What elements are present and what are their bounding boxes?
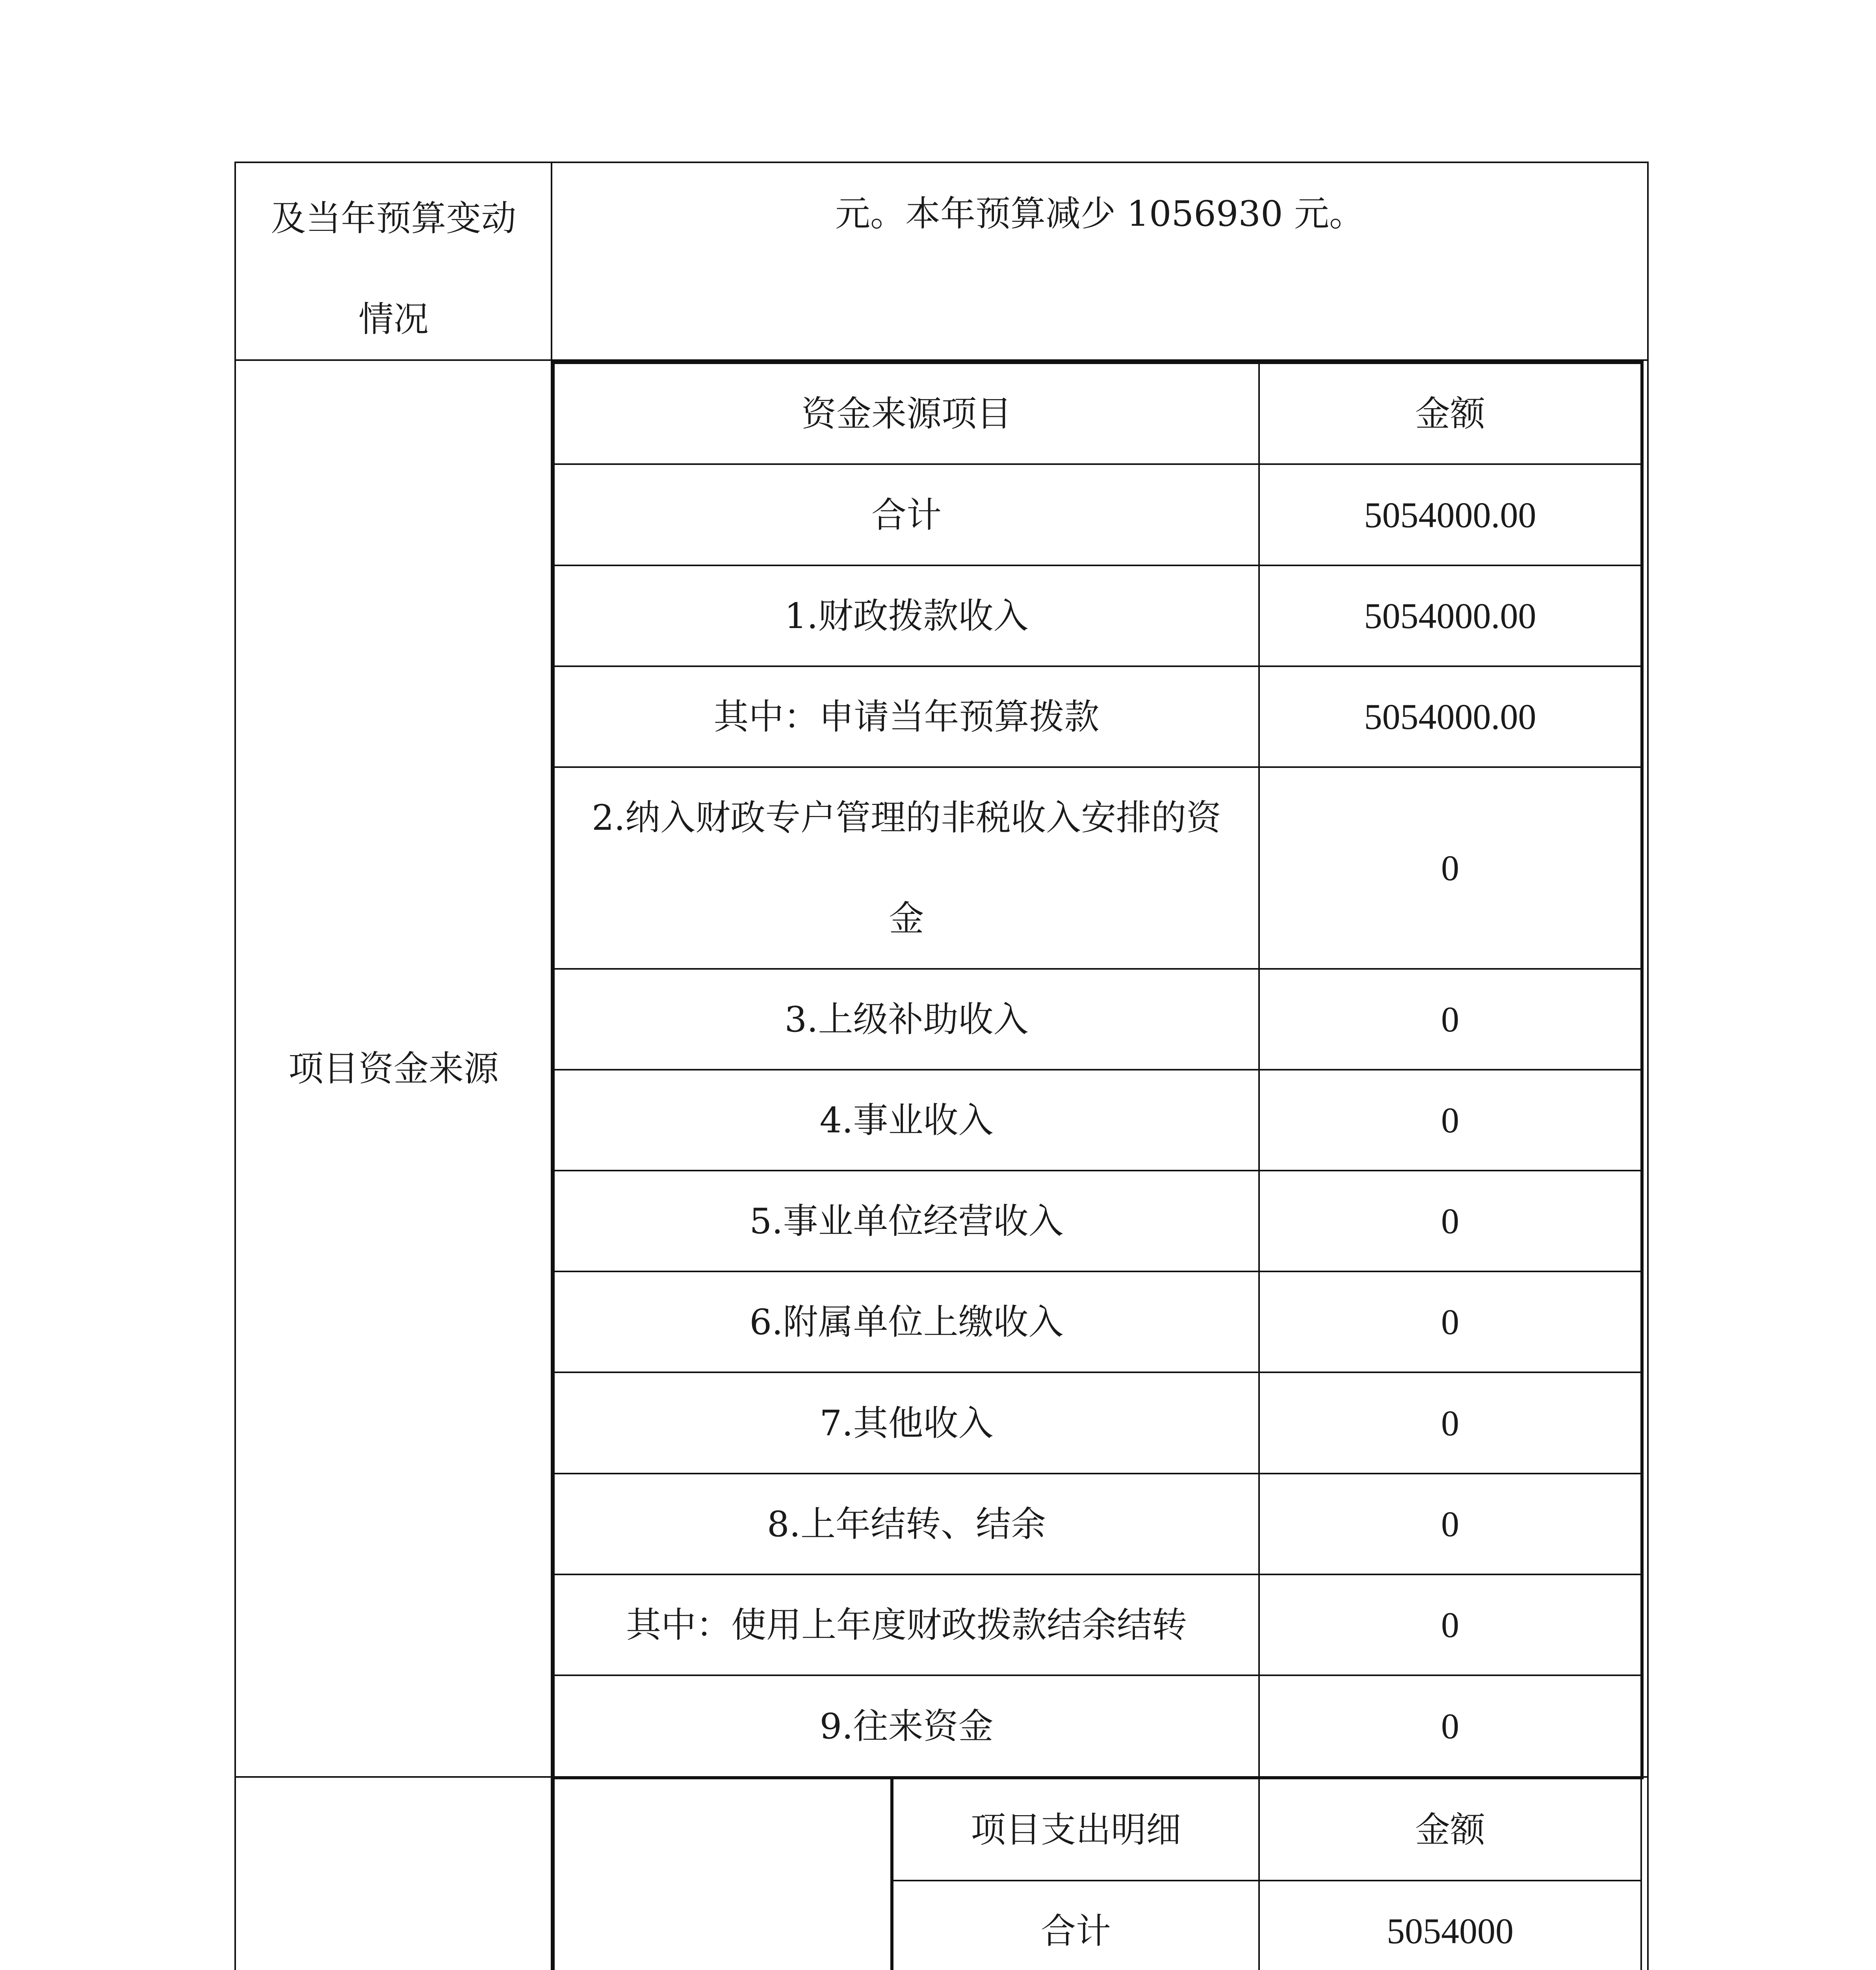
budget-change-label-line2: 情况: [358, 299, 429, 340]
funding-row-item: 3.上级补助收入: [784, 999, 1029, 1040]
funding-row-amount: 5054000.00: [1364, 494, 1536, 535]
funding-header-item: 资金来源项目: [801, 393, 1012, 434]
funding-row-amount: 0: [1441, 1403, 1459, 1443]
budget-change-text: 元。本年预算减少 1056930 元。: [835, 193, 1364, 234]
funding-row-item: 6.附属单位上缴收入: [749, 1301, 1064, 1342]
funding-row-amount: 5054000.00: [1364, 596, 1536, 636]
expenditure-label: [236, 1778, 551, 1970]
funding-row-item: 其中：申请当年预算拨款: [713, 696, 1100, 737]
funding-row-item: 合计: [871, 494, 942, 535]
funding-row-amount: 5054000.00: [1364, 697, 1536, 737]
funding-row-item: 9.往来资金: [819, 1706, 994, 1747]
expenditure-row-amount: 5054000: [1387, 1911, 1514, 1951]
funding-row-amount: 0: [1441, 1201, 1459, 1241]
funding-header-amount: 金额: [1415, 393, 1485, 434]
funding-row-item: 7.其他收入: [819, 1402, 994, 1444]
funding-row-item-line2: 金: [889, 898, 924, 939]
funding-row-item: 1.财政拨款收入: [784, 595, 1029, 636]
funding-row-amount: 0: [1441, 1302, 1459, 1342]
funding-row-amount: 0: [1441, 1706, 1459, 1746]
funding-row-item: 其中：使用上年度财政拨款结余结转: [626, 1604, 1187, 1645]
funding-label: 项目资金来源: [288, 1048, 499, 1089]
funding-row-item: 5.事业单位经营收入: [749, 1201, 1064, 1241]
funding-row-item: [555, 768, 1258, 968]
budget-change-label-line1: 及当年预算变动: [271, 198, 516, 239]
funding-row-item: 4.事业收入: [819, 1100, 994, 1141]
expenditure-sublabel: [555, 1779, 890, 1970]
funding-row-item-line1: 2.纳入财政专户管理的非税收入安排的资: [592, 797, 1221, 838]
funding-row-item: 8.上年结转、结余: [767, 1504, 1046, 1544]
budget-change-label: [236, 163, 551, 359]
expenditure-header-item: 项目支出明细: [971, 1809, 1181, 1850]
funding-row-amount: 0: [1441, 1504, 1459, 1544]
funding-row-amount: 0: [1441, 848, 1459, 888]
funding-row-amount: 0: [1441, 1605, 1459, 1645]
funding-row-amount: 0: [1441, 999, 1459, 1039]
expenditure-header-amount: 金额: [1415, 1809, 1485, 1850]
expenditure-row-item: 合计: [1041, 1911, 1111, 1951]
funding-row-amount: 0: [1441, 1100, 1459, 1140]
